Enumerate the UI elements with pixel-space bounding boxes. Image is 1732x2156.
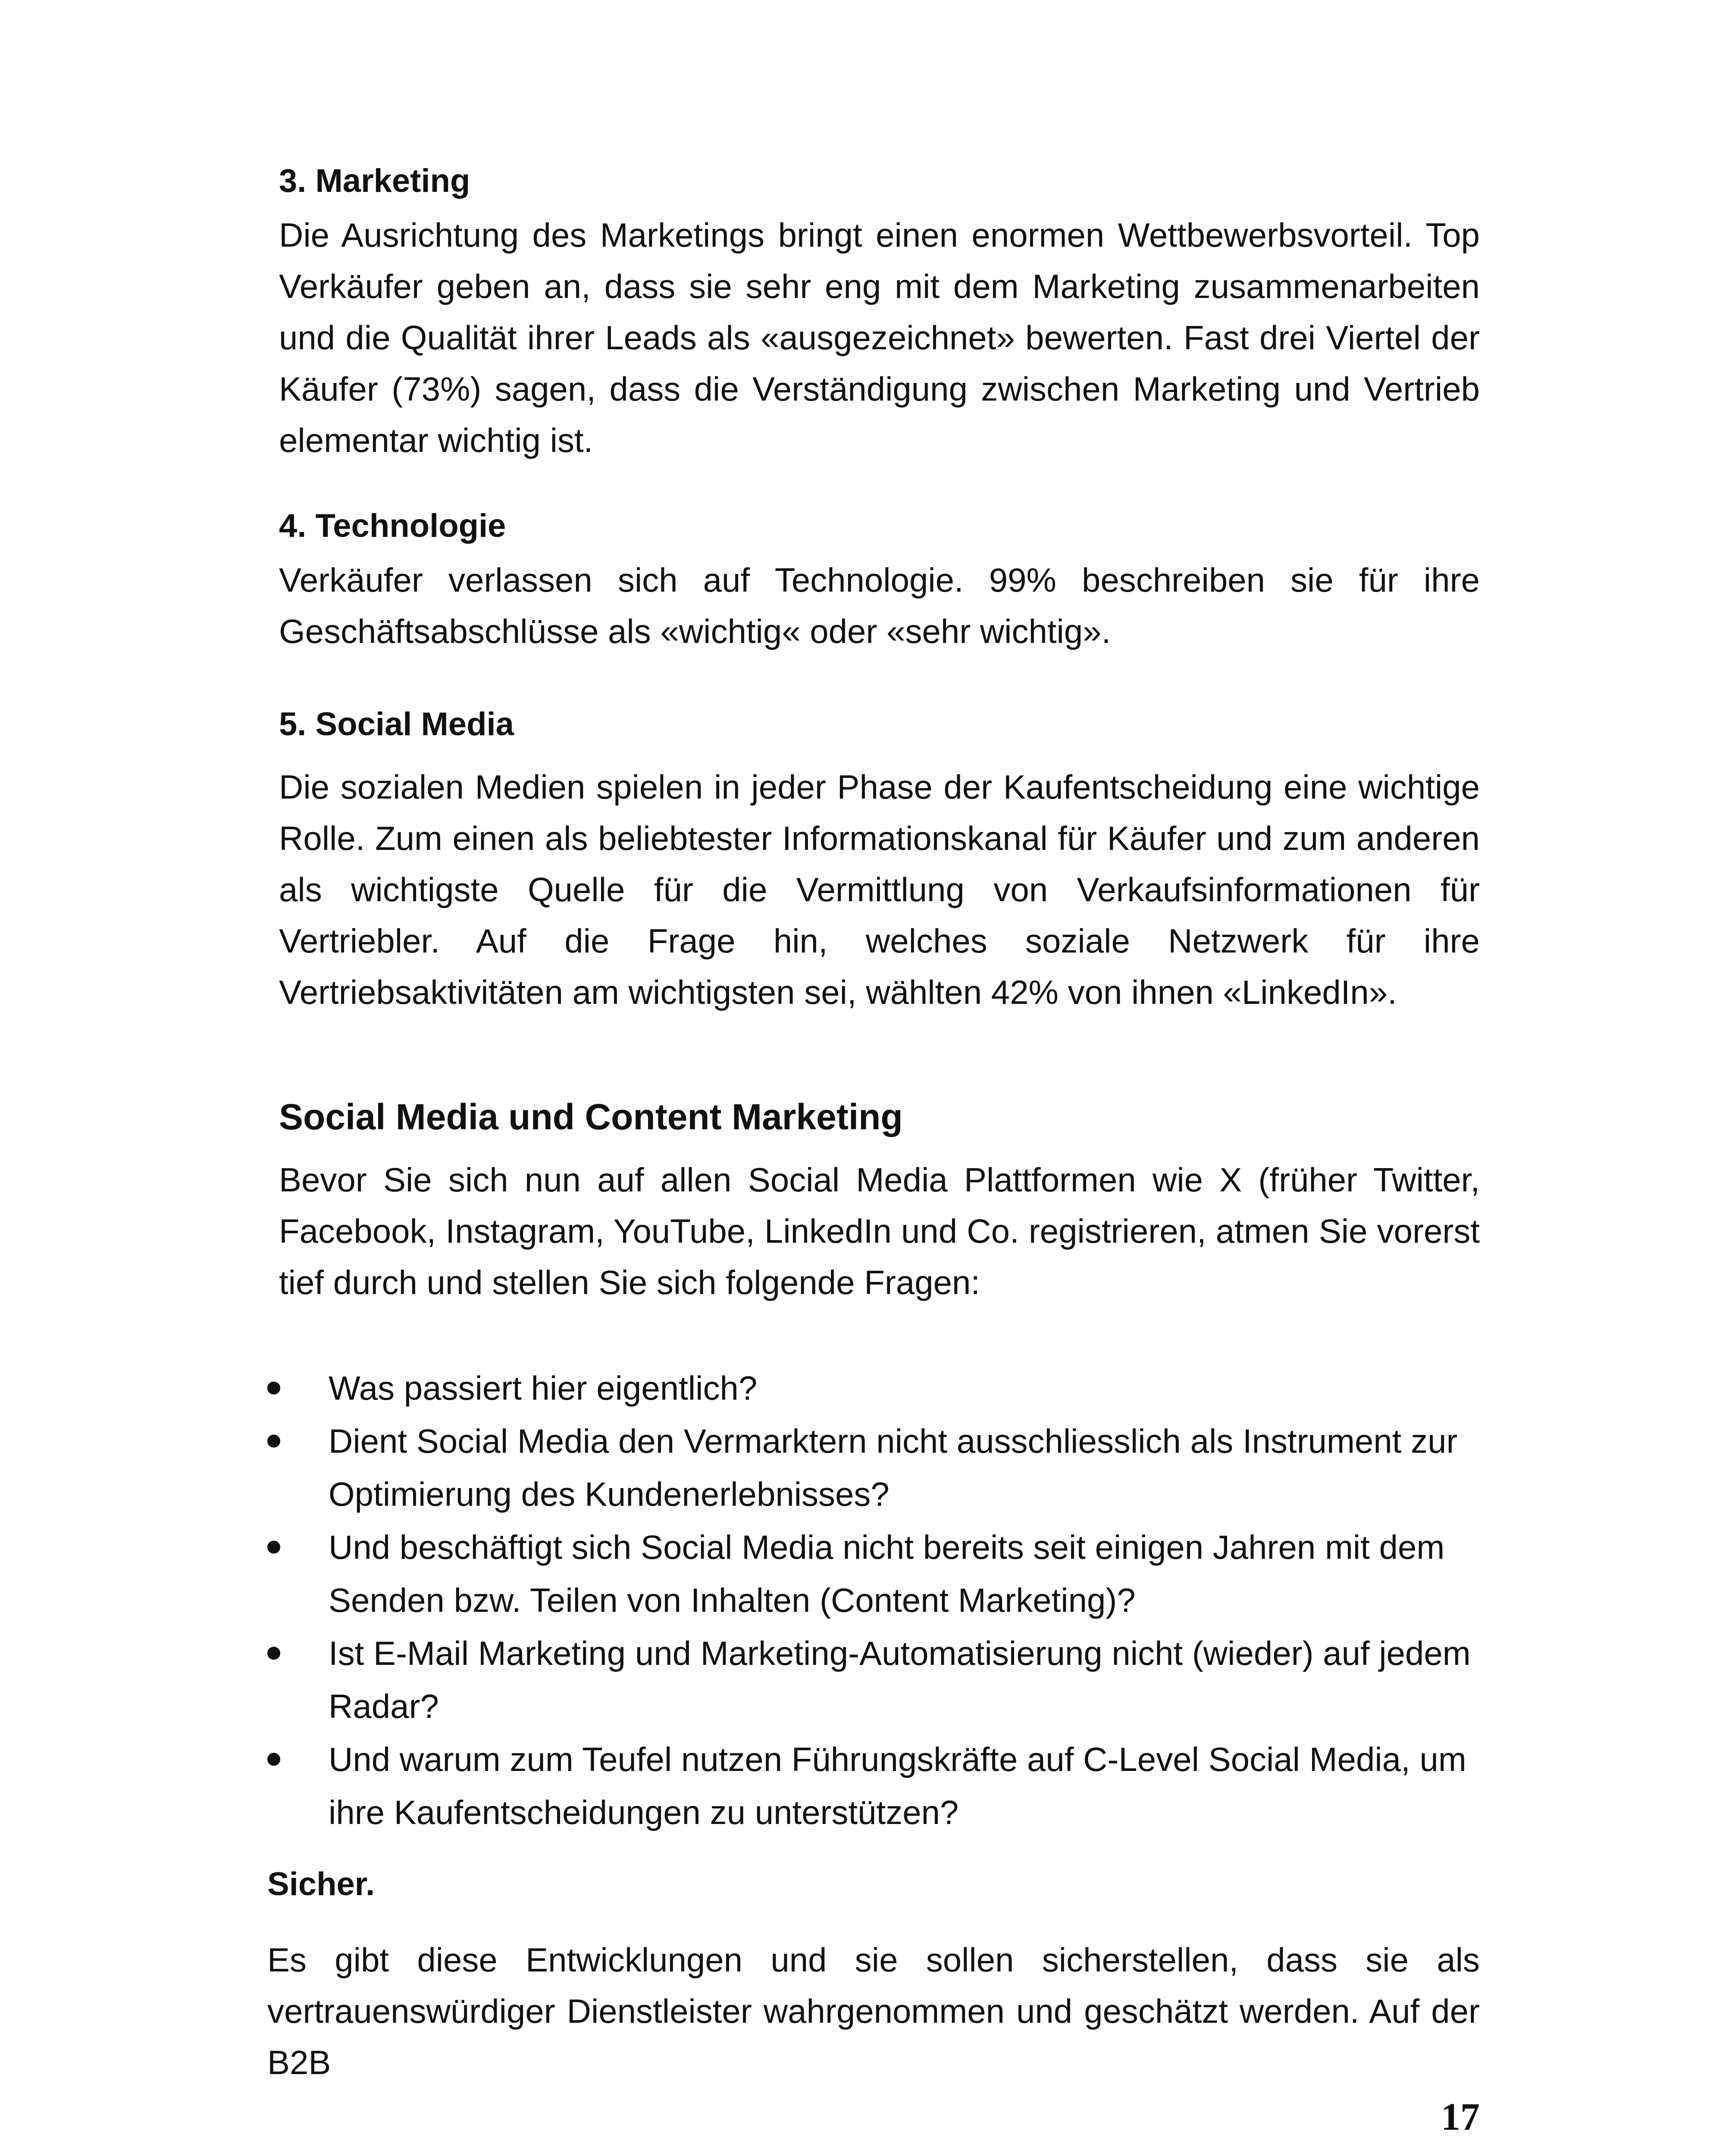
bullet-dot-icon [267,1753,280,1766]
conclusion-block [267,1863,1480,2088]
section-heading-social-media: 5. Social Media [279,706,514,743]
section-heading-technologie: 4. Technologie [279,508,506,544]
list-item-text: Und beschäftigt sich Social Media nicht bereits seit einigen Jahren mit dem Senden bzw. Teilen von Inhalten (Content Marketing)? [329,1528,1445,1619]
list-item-text: Was passiert hier eigentlich? [329,1369,758,1407]
list-item-text: Und warum zum Teufel nutzen Führungskräfte auf C-Level Social Media, um ihre Kaufentscheidungen zu unterstützen? [329,1740,1466,1831]
question-list [267,1362,1480,1839]
section-technologie [279,505,1480,657]
list-item [267,1521,1480,1627]
bullet-dot-icon [267,1647,280,1660]
conclusion-body: Es gibt diese Entwicklungen und sie sollen sicherstellen, dass sie als vertrauenswürdiger Dienstleister wahrgenommen und geschätzt werden. Auf der B2B [267,1941,1480,2081]
page-number: 17 [1441,2096,1480,2138]
bullet-dot-icon [267,1541,280,1554]
social-content-section [279,1093,1480,1308]
list-item-text: Dient Social Media den Vermarktern nicht ausschliesslich als Instrument zur Optimierung des Kundenerlebnisses? [329,1422,1458,1513]
list-item-text: Ist E-Mail Marketing und Marketing-Automatisierung nicht (wieder) auf jedem Radar? [329,1634,1471,1725]
section-social-media [279,703,1480,1018]
section-body-technologie: Verkäufer verlassen sich auf Technologie. 99% beschreiben sie für ihre Geschäftsabschlüsse als «wichtig« oder «sehr wichtig». [279,561,1480,650]
section-heading-marketing: 3. Marketing [279,163,470,199]
bullet-dot-icon [267,1435,280,1448]
bullet-dot-icon [267,1382,280,1395]
list-item [267,1415,1480,1521]
section-body-marketing: Die Ausrichtung des Marketings bringt einen enormen Wettbewerbsvorteil. Top Verkäufer geben an, dass sie sehr eng mit dem Marketing zusammenarbeiten und die Qualität ihrer Leads als «ausgezeichnet» bewerten. Fast drei Viertel der Käufer (73%) sagen, dass die Verständigung zwischen Marketing und Vertrieb elementar wichtig ist. [279,216,1480,459]
section-body-social-media: Die sozialen Medien spielen in jeder Phase der Kaufentscheidung eine wichtige Rolle. Zum einen als beliebtester Informationskanal für Käufer und zum anderen als wichtigste Quelle für die Vermittlung von Verkaufsinformationen für Vertriebler. Auf die Frage hin, welches soziale Netzwerk für ihre Vertriebsaktivitäten am wichtigsten sei, wählten 42% von ihnen «LinkedIn». [279,768,1480,1011]
list-item [267,1627,1480,1733]
list-item [267,1362,1480,1415]
section-marketing [279,160,1480,466]
list-item [267,1733,1480,1839]
conclusion-heading: Sicher. [267,1866,375,1902]
social-content-intro: Bevor Sie sich nun auf allen Social Media Plattformen wie X (früher Twitter, Facebook, Instagram, YouTube, LinkedIn und Co. registrieren, atmen Sie vorerst tief durch und stellen Sie sich folgende Fragen: [279,1161,1480,1301]
section-title-social-content: Social Media und Content Marketing [279,1097,903,1137]
